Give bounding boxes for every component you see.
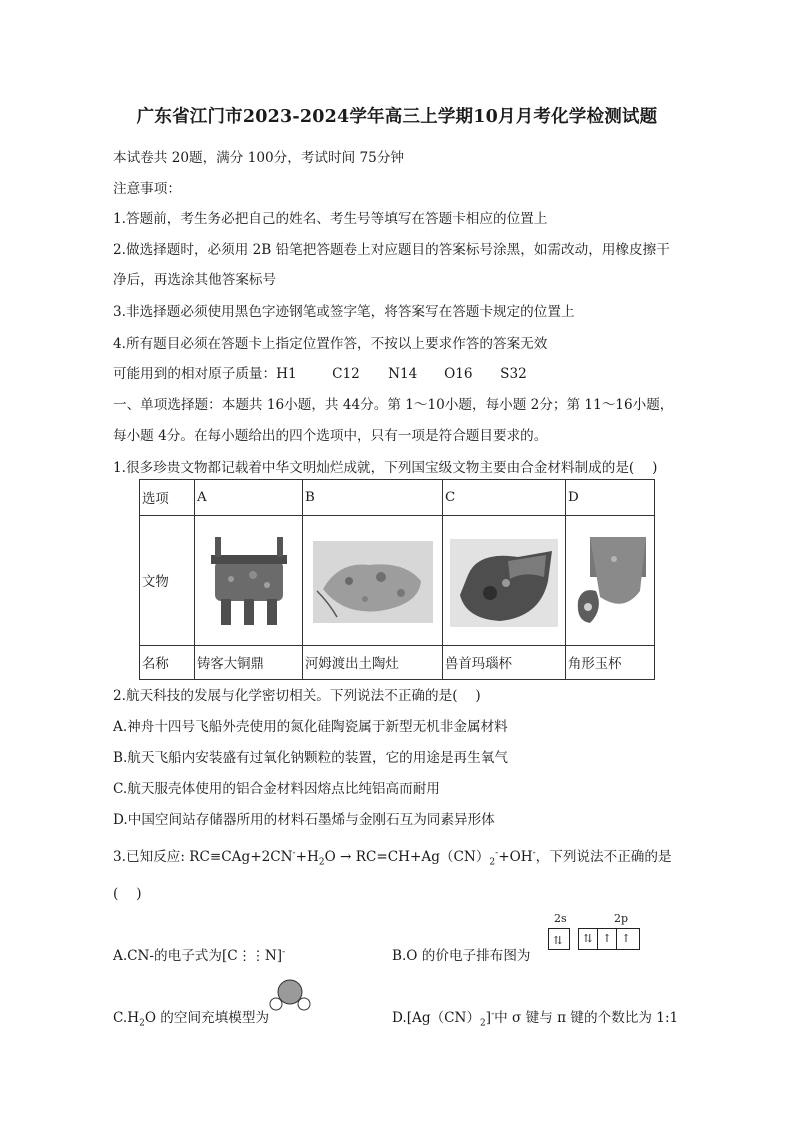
option-a-header: A (195, 480, 303, 516)
q3-equation-water: O → RC=CH+Ag（CN） (324, 849, 490, 865)
section-heading-cont: 每小题 4分。在每小题给出的四个选项中，只有一项是符合题目要求的。 (113, 428, 548, 444)
agate-cup-image (448, 531, 560, 631)
jade-horn-cup-image (568, 531, 652, 631)
artifact-d-image (566, 516, 655, 646)
question-2-option-c: C.航天服壳体使用的铝合金材料因熔点比纯铝高而耐用 (113, 781, 440, 797)
question-2-option-b: B.航天飞船内安装盛有过氧化钠颗粒的装置，它的用途是再生氧气 (113, 750, 508, 766)
q3-option-c-text2: O 的空间充填模型为 (144, 1010, 270, 1026)
artifact-a-name: 铸客大铜鼎 (195, 646, 303, 680)
question-1-stem: 1.很多珍贵文物都记载着中华文明灿烂成就，下列国宝级文物主要由合金材料制成的是( ) (113, 460, 658, 476)
mass-c: C12 (332, 366, 360, 382)
mass-s: S32 (500, 366, 527, 382)
notice-item: 3.非选择题必须使用黑色字迹钢笔或签字笔，将答案写在答题卡规定的位置上 (113, 304, 575, 320)
q3-suffix: ，下列说法不正确的是 (535, 849, 672, 865)
exam-intro: 本试卷共 20题，满分 100分，考试时间 75分钟 (113, 150, 405, 166)
orbital-2s-label: 2s (554, 912, 567, 925)
q3-option-a-text: A.CN-的电子式为 (113, 948, 222, 964)
artifact-c-image (443, 516, 566, 646)
artifact-c-name: 兽首玛瑙杯 (443, 646, 566, 680)
artifact-b-image (303, 516, 443, 646)
mass-n: N14 (388, 366, 418, 382)
option-c-header: C (443, 480, 566, 516)
atomic-masses (113, 362, 527, 382)
question-3-option-d (392, 1006, 678, 1029)
notice-item: 2.做选择题时，必须用 2B 铅笔把答题卷上对应题目的答案标号涂黑，如需改动，用橡皮擦干 (113, 242, 670, 258)
artifact-d-name: 角形玉杯 (566, 646, 655, 680)
q3-option-a-formula: [C⋮⋮N] (222, 948, 283, 964)
q3-option-c-text: C.H (113, 1010, 140, 1026)
question-3-option-a (113, 944, 285, 964)
notice-item: 1.答题前，考生务必把自己的姓名、考生号等填写在答题卡相应的位置上 (113, 211, 548, 227)
row-label-option: 选项 (140, 480, 195, 516)
question-2-option-d: D.中国空间站存储器所用的材料石墨烯与金刚石互为同素异形体 (113, 812, 495, 828)
q3-option-d-sub: 2 (480, 1018, 486, 1029)
q3-minus-c: - (532, 848, 536, 859)
artifact-b-name: 河姆渡出土陶灶 (303, 646, 443, 680)
q3-option-d-text: D.[Ag（CN） (392, 1010, 481, 1026)
question-3-blank: ( ) (113, 886, 142, 902)
question-2-stem: 2.航天科技的发展与化学密切相关。下列说法不正确的是( ) (113, 688, 481, 704)
row-label-name: 名称 (140, 646, 195, 680)
bronze-ding-image (201, 531, 297, 631)
orbital-2s-box: ⇅ (548, 928, 570, 950)
question-2-option-a: A.神舟十四号飞船外壳使用的氮化硅陶瓷属于新型无机非金属材料 (113, 719, 508, 735)
atomic-masses-label: 可能用到的相对原子质量： (113, 366, 277, 382)
q3-option-d-charge: - (491, 1009, 495, 1020)
notice-item: 净后，再选涂其他答案标号 (113, 272, 277, 288)
q3-equation-plus: +OH (498, 849, 533, 865)
q3-option-d-text3: 中 σ 键与 π 键的个数比为 1:1 (494, 1010, 679, 1026)
q3-sub-2b: 2 (489, 857, 496, 868)
row-label-artifact: 文物 (140, 516, 195, 646)
artifact-table (139, 479, 655, 680)
notice-item: 4.所有题目必须在答题卡上指定位置作答，不按以上要求作答的答案无效 (113, 336, 548, 352)
q3-prefix: 3.已知反应: (113, 849, 190, 865)
mass-h: H1 (276, 366, 297, 382)
q3-minus-b: - (495, 848, 499, 859)
q3-option-d-text2: ] (485, 1010, 492, 1026)
pottery-stove-image (309, 531, 437, 631)
water-molecule-model-icon (268, 978, 312, 1014)
question-3-option-c (113, 1006, 269, 1029)
q3-equation-mid: +H (295, 849, 319, 865)
orbital-2p-box: ⇅ ↑ ↑ (578, 928, 640, 950)
option-d-header: D (566, 480, 655, 516)
mass-o: O16 (444, 366, 473, 382)
notice-heading: 注意事项： (113, 181, 181, 197)
question-3-option-b: B.O 的价电子排布图为 (392, 948, 531, 964)
q3-sub-2: 2 (318, 857, 325, 868)
orbital-2p-label: 2p (614, 912, 629, 925)
q3-option-a-charge: - (282, 947, 286, 958)
exam-title: 广东省江门市2023-2024学年高三上学期10月月考化学检测试题 (136, 107, 658, 127)
q3-equation-left: RC≡CAg+2CN (189, 849, 293, 865)
question-3-stem (113, 845, 672, 868)
artifact-a-image (195, 516, 303, 646)
option-b-header: B (303, 480, 443, 516)
q3-option-c-sub: 2 (139, 1018, 145, 1029)
orbital-diagram (544, 914, 664, 954)
section-heading: 一、单项选择题：本题共 16小题，共 44分。第 1～10小题，每小题 2分；第 11～16小题， (113, 397, 674, 413)
q3-minus: - (292, 848, 296, 859)
